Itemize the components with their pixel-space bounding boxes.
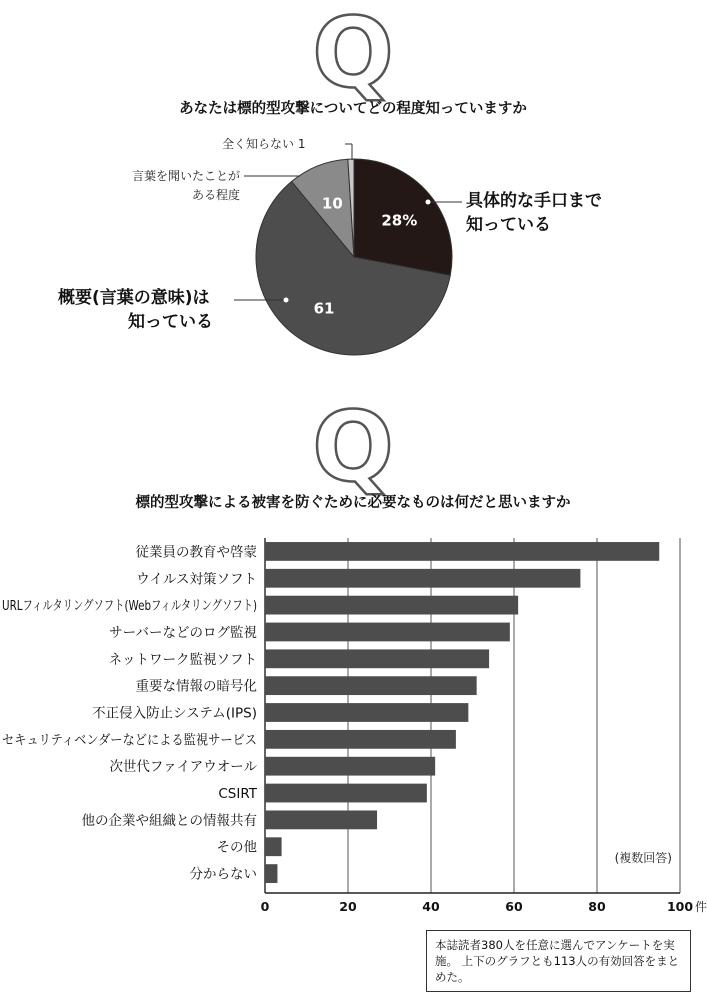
- bar-8: [265, 757, 435, 776]
- category-label-0: 従業員の教育や啓蒙: [135, 544, 257, 561]
- pie-label-heard-line2: ある程度: [191, 188, 240, 202]
- bar-6: [265, 703, 468, 722]
- category-label-7: セキュリティベンダーなどによる監視サービス: [2, 732, 257, 749]
- x-tick-label-2: 40: [422, 899, 440, 914]
- bar-11: [265, 837, 282, 856]
- q-mark-top: Q: [312, 0, 394, 109]
- x-tick-label-4: 80: [588, 899, 606, 914]
- x-tick-label-0: 0: [260, 899, 270, 914]
- category-label-8: 次世代ファイアウオール: [109, 759, 257, 776]
- bar-2: [265, 596, 518, 615]
- category-label-2: URLフィルタリングソフト(Webフィルタリングソフト): [2, 598, 257, 615]
- bar-chart: [2, 538, 707, 914]
- pie-question-title: あなたは標的型攻撃についてどの程度知っていますか: [179, 101, 527, 117]
- pie-label-overview-line2: 知っている: [128, 312, 213, 332]
- x-tick-label-1: 20: [339, 899, 357, 914]
- survey-footnote: 本誌読者380人を任意に選んでアンケートを実施。 上下のグラフとも113人の有効回答をまとめた。: [426, 930, 691, 992]
- bar-4: [265, 649, 489, 668]
- category-label-9: CSIRT: [218, 786, 257, 803]
- leader-dot-overview: [284, 298, 289, 303]
- bar-12: [265, 864, 277, 883]
- pie-label-specific-line1: 具体的な手口まで: [466, 191, 602, 211]
- bar-3: [265, 623, 510, 642]
- category-label-10: 他の企業や組織との情報共有: [81, 812, 257, 829]
- category-label-3: サーバーなどのログ監視: [109, 624, 257, 641]
- bar-7: [265, 730, 456, 749]
- pie-label-specific-line2: 知っている: [466, 215, 551, 235]
- bar-question-title: 標的型攻撃による被害を防ぐために必要なものは何だと思いますか: [135, 495, 571, 511]
- multi-answer-note: (複数回答): [614, 851, 672, 865]
- pie-slice-label-2: 10: [321, 194, 343, 213]
- x-tick-label-3: 60: [505, 899, 523, 914]
- bar-10: [265, 810, 377, 829]
- x-tick-label-5: 100: [666, 899, 694, 914]
- x-unit-label: 件: [695, 900, 707, 914]
- pie-slice-label-0: 28%: [381, 211, 418, 230]
- pie-label-heard-line1: 言葉を聞いたことが: [131, 169, 240, 183]
- bar-5: [265, 676, 477, 695]
- bar-1: [265, 569, 580, 588]
- category-label-6: 不正侵入防止システム(IPS): [92, 705, 257, 722]
- bar-9: [265, 784, 427, 803]
- bar-0: [265, 542, 659, 561]
- pie-chart: [256, 159, 452, 355]
- leader-dot-specific: [426, 200, 431, 205]
- category-label-11: その他: [216, 839, 257, 856]
- pie-label-overview-line1: 概要(言葉の意味)は: [58, 288, 210, 308]
- q-mark-bottom: Q: [312, 391, 394, 503]
- pie-slice-label-1: 61: [313, 299, 335, 318]
- category-label-5: 重要な情報の暗号化: [135, 678, 257, 695]
- pie-label-none: 全く知らない 1: [222, 137, 306, 151]
- category-label-4: ネットワーク監視ソフト: [108, 651, 257, 668]
- category-label-12: 分からない: [189, 866, 257, 883]
- category-label-1: ウイルス対策ソフト: [136, 571, 257, 588]
